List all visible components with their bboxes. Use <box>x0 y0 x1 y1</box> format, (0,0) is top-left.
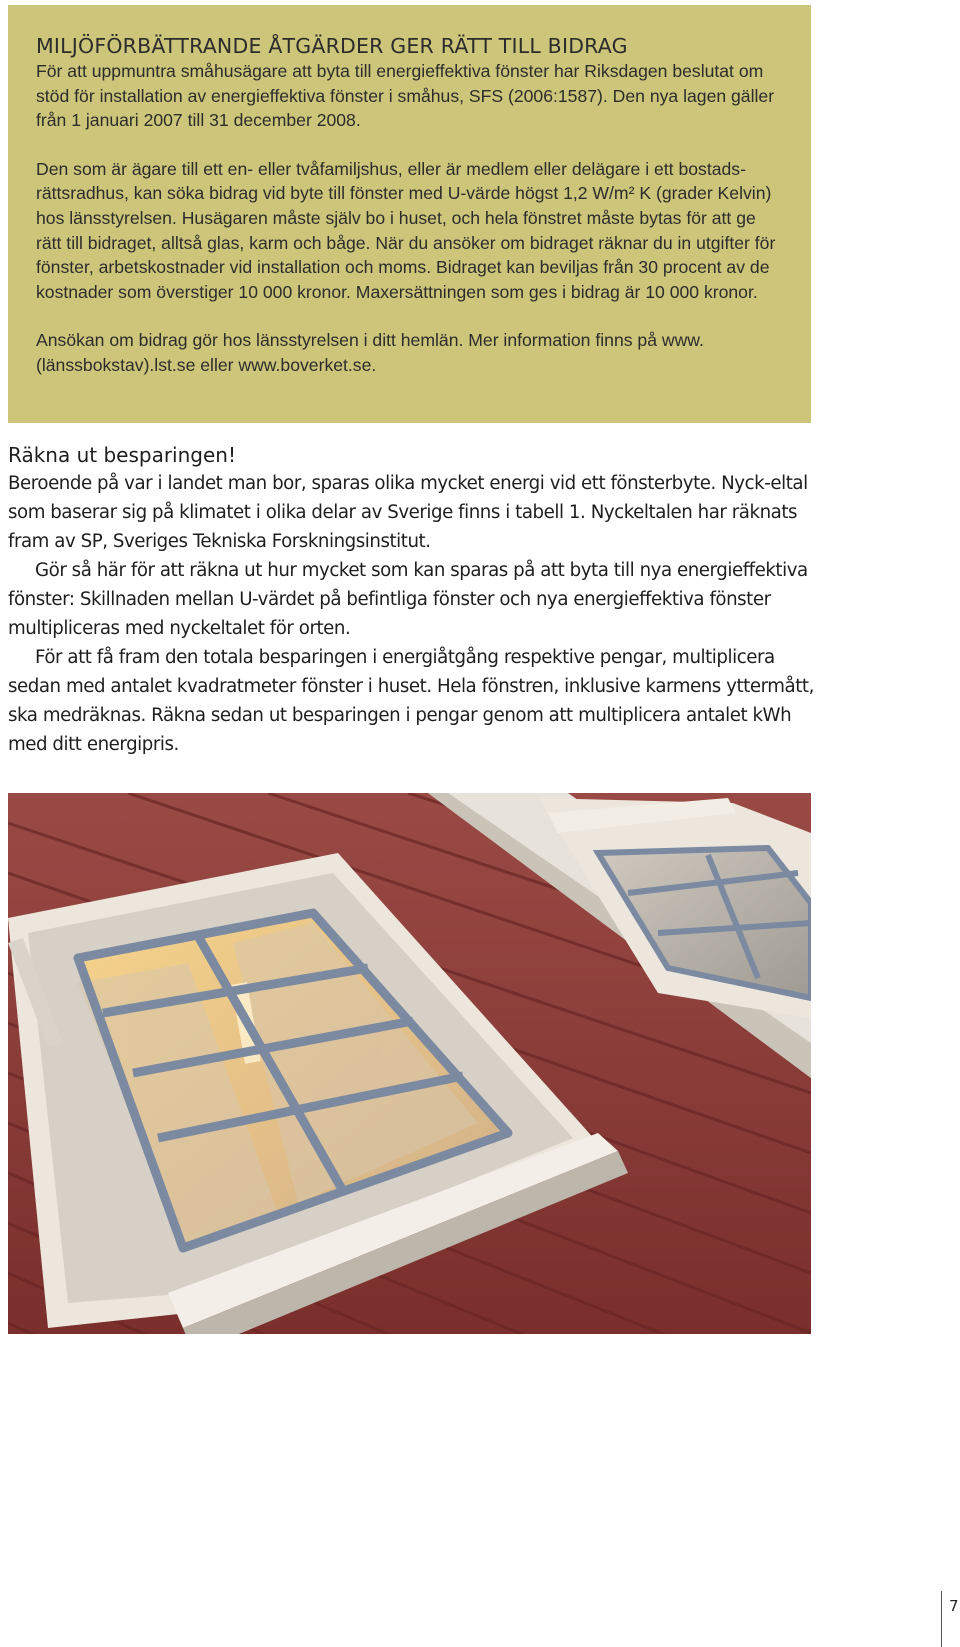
article-paragraph: Beroende på var i landet man bor, sparas olika mycket energi vid ett fönsterbyte. Nyck-eltal som baserar sig på klimatet i olika delar av Sverige finns i tabell 1. Nyckeltalen har räknats fram av SP, Sveriges Tekniska Forskningsinstitut. <box>8 473 808 552</box>
article <box>8 441 818 759</box>
page-rule <box>941 1591 942 1647</box>
info-box-title: MILJÖFÖRBÄTTRANDE ÅTGÄRDER GER RÄTT TILL BIDRAG <box>36 34 628 58</box>
window-photo <box>8 793 811 1334</box>
info-box <box>8 5 811 423</box>
info-box-paragraph: Ansökan om bidrag gör hos länsstyrelsen i ditt hemlän. Mer information finns på www.(länssbokstav).lst.se eller www.boverket.se. <box>36 330 704 375</box>
article-heading: Räkna ut besparingen! <box>8 443 236 467</box>
info-box-paragraph: Den som är ägare till ett en- eller tvåfamiljshus, eller är medlem eller delägare i ett bostads-rättsradhus, kan söka bidrag vid byte till fönster med U-värde högst 1,2 W/m² K (grader Kelvin) hos länsstyrelsen. Husägaren måste själv bo i huset, och hela fönstret måste bytas för att ge rätt till bidraget, alltså glas, karm och båge. När du ansöker om bidraget räknar du in utgifter för fönster, arbetskostnader vid installation och moms. Bidraget kan beviljas från 30 procent av de kostnader som överstiger 10 000 kronor. Maxersättningen som ges i bidrag är 10 000 kronor. <box>36 158 776 302</box>
article-paragraph: För att få fram den totala besparingen i energiåtgång respektive pengar, multiplicera sedan med antalet kvadratmeter fönster i huset. Hela fönstren, inklusive karmens yttermått, ska medräknas. Räkna sedan ut besparingen i pengar genom att multiplicera antalet kWh med ditt energipris. <box>8 647 814 755</box>
info-box-paragraph: För att uppmuntra småhusägare att byta till energieffektiva fönster har Riksdagen beslutat om stöd för installation av energieffektiva fönster i småhus, SFS (2006:1587). Den nya lagen gäller från 1 januari 2007 till 31 december 2008. <box>36 61 775 131</box>
article-paragraph: Gör så här för att räkna ut hur mycket som kan sparas på att byta till nya energieffektiva fönster: Skillnaden mellan U-värdet på befintliga fönster och nya energieffektiva fönster multipliceras med nyckeltalet för orten. <box>8 560 808 639</box>
page-number: 7 <box>949 1597 959 1615</box>
